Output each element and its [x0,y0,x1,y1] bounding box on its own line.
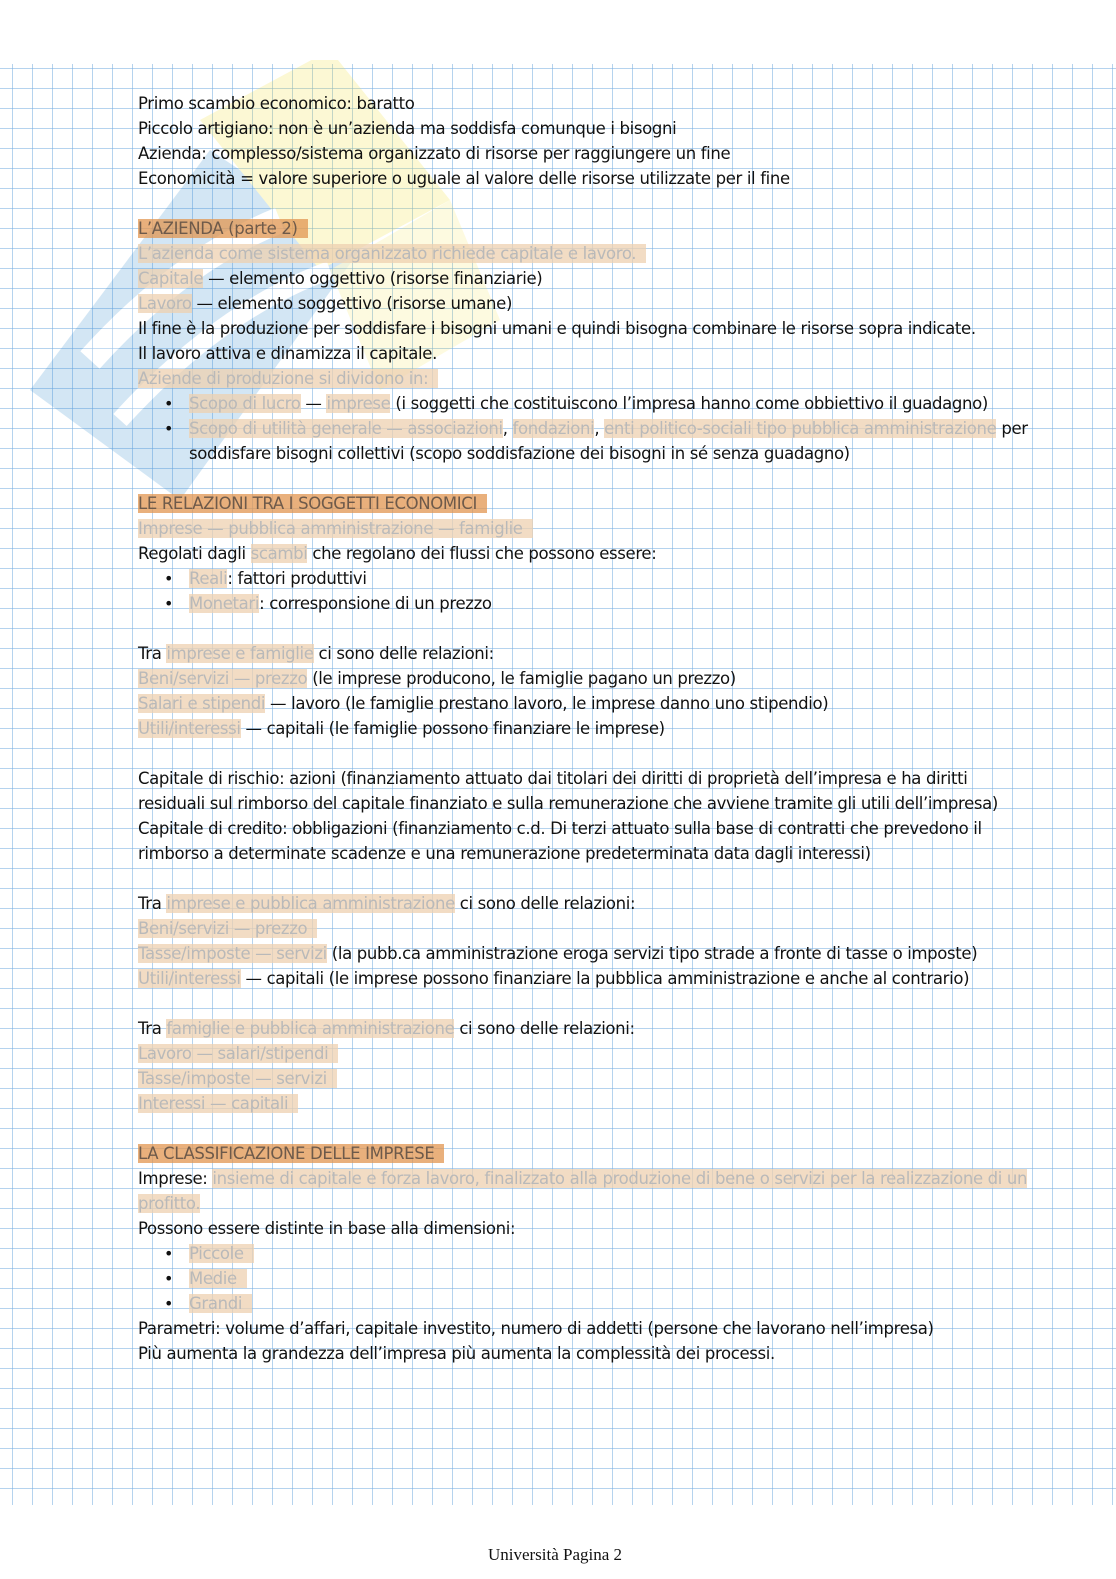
attiva-line: Il lavoro attiva e dinamizza il capitale. [138,344,437,363]
dimensioni-list [138,1241,1038,1316]
list-item: • Piccole [138,1241,1038,1266]
parametri-line: Parametri: volume d’affari, capitale investito, numero di addetti (persone che lavorano nell’impresa) [138,1319,934,1338]
divisione-line: Aziende di produzione si dividono in: [138,369,438,388]
relazioni-imprese-pa: Tra imprese e pubblica amministrazione ci sono delle relazioni: [138,894,636,913]
list-item: • Grandi [138,1291,1038,1316]
relation-row: Utili/interessi — capitali (le imprese possono finanziare la pubblica amministrazione e anche al contrario) [138,969,970,988]
relation-row: Salari e stipendi — lavoro (le famiglie prestano lavoro, le imprese danno uno stipendio) [138,694,829,713]
intro-line-1: Primo scambio economico: baratto [138,94,415,113]
intro-line-3: Azienda: complesso/sistema organizzato di risorse per raggiungere un fine [138,144,731,163]
capitale-credito: Capitale di credito: obbligazioni (finanziamento c.d. Di terzi attuato sulla base di contratti che prevedono il rimborso a determinate scadenze e una remunerazione predeterminata data dagli interessi) [138,819,982,863]
intro-line-2: Piccolo artigiano: non è un’azienda ma soddisfa comunque i bisogni [138,119,677,138]
aziende-list [138,391,1038,466]
capitale-rischio: Capitale di rischio: azioni (finanziamento attuato dai titolari dei diritti di proprietà dell’impresa e ha diritti residuali sul rimborso del capitale finanziato e sulla remunerazione che avviene tramite gli utili dell’impresa) [138,769,998,813]
fine-line: Il fine è la produzione per soddisfare i bisogni umani e quindi bisogna combinare le risorse sopra indicate. [138,319,976,338]
relation-row: Tasse/imposte — servizi (la pubb.ca amministrazione eroga servizi tipo strade a fronte di tasse o imposte) [138,944,978,963]
relation-row: Utili/interessi — capitali (le famiglie possono finanziare le imprese) [138,719,665,738]
relazioni-imprese-famiglie: Tra imprese e famiglie ci sono delle relazioni: [138,644,494,663]
bullet-icon: • [164,419,174,438]
list-item: • Medie [138,1266,1038,1291]
regolati-line: Regolati dagli scambi che regolano dei flussi che possono essere: [138,544,657,563]
imprese-definition: Imprese: insieme di capitale e forza lavoro, finalizzato alla produzione di bene o servizi per la realizzazione di un profitto. [138,1169,1028,1213]
intro-line-4: Economicità = valore superiore o uguale al valore delle risorse utilizzate per il fine [138,169,790,188]
bullet-icon: • [164,1269,174,1288]
relation-row: Tasse/imposte — servizi [138,1069,337,1088]
bottom-margin [0,1505,1116,1579]
top-margin [0,0,1116,64]
relation-row: Interessi — capitali [138,1094,298,1113]
lavoro-line: Lavoro — elemento soggettivo (risorse umane) [138,294,513,313]
flussi-list [138,566,1038,616]
azienda-subheading: L’azienda come sistema organizzato richiede capitale e lavoro. [138,244,646,263]
relation-row: Beni/servizi — prezzo (le imprese producono, le famiglie pagano un prezzo) [138,669,736,688]
page-footer: Università Pagina 2 [487,1545,623,1564]
bullet-icon: • [164,594,174,613]
bullet-icon: • [164,1294,174,1313]
dimensioni-line: Possono essere distinte in base alla dimensioni: [138,1219,516,1238]
relazioni-famiglie-pa: Tra famiglie e pubblica amministrazione ci sono delle relazioni: [138,1019,635,1038]
note-body [138,91,1038,1366]
section-heading-relazioni: LE RELAZIONI TRA I SOGGETTI ECONOMICI [138,494,487,513]
section-heading-azienda: L’AZIENDA (parte 2) [138,219,308,238]
bullet-icon: • [164,394,174,413]
complessita-line: Più aumenta la grandezza dell’impresa più aumenta la complessità dei processi. [138,1344,775,1363]
bullet-icon: • [164,1244,174,1263]
capitale-line: Capitale — elemento oggettivo (risorse finanziarie) [138,269,543,288]
list-item: • Reali: fattori produttivi [138,566,1038,591]
list-item: • Scopo di lucro — imprese (i soggetti che costituiscono l’impresa hanno come obbiettivo il guadagno) [138,391,1038,416]
list-item: • Scopo di utilità generale — associazioni, fondazioni, enti politico-sociali tipo pubblica amministrazione per soddisfare bisogni collettivi (scopo soddisfazione dei bisogni in sé senza guadagno) [138,416,1038,466]
bullet-icon: • [164,569,174,588]
soggetti-line: Imprese — pubblica amministrazione — famiglie [138,519,533,538]
relation-row: Beni/servizi — prezzo [138,919,317,938]
relation-row: Lavoro — salari/stipendi [138,1044,338,1063]
list-item: • Monetari: corresponsione di un prezzo [138,591,1038,616]
section-heading-classificazione: LA CLASSIFICAZIONE DELLE IMPRESE [138,1144,444,1163]
